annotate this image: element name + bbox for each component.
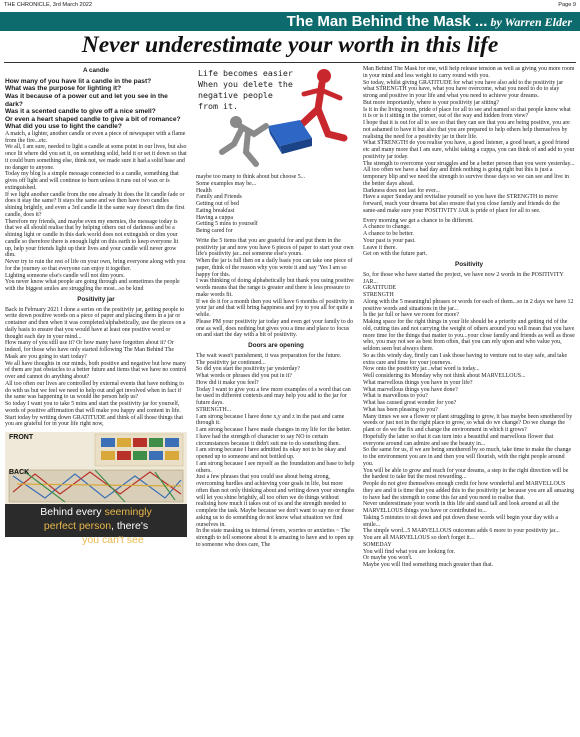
- section-banner: [0, 12, 580, 31]
- paragraph: So, for those who have started the project, we have now 2 words in the POSITIVITY JAR...: [363, 271, 564, 285]
- paragraph: When the jar is full then on a daily basis you can take one piece of paper, think of the reason why you wrote it and say 'Yes I am so happy for this.: [196, 258, 353, 278]
- paragraph: A chance to be better.: [363, 231, 414, 237]
- paragraph: Start today by writing down GRATITUDE and think of all those things that you are grateful for in your life right now,: [5, 414, 184, 428]
- paragraph: How did it make you feel?: [196, 379, 259, 386]
- positivity-jar-continued: [196, 238, 356, 339]
- paragraph: maybe too many to think about but choose 5...: [196, 174, 306, 180]
- caption-part: , there's: [111, 520, 149, 533]
- paragraph: How many of you have lit a candle in the past?: [5, 77, 152, 85]
- paragraph: The wait wasn't punishment, it was preparation for the future.: [196, 352, 342, 359]
- paragraph: Get on with the future part.: [363, 251, 428, 258]
- column-right: [363, 66, 575, 734]
- paragraph: Was it because of a power cut and let you see in the dark?: [5, 92, 168, 108]
- front-label: FRONT: [9, 434, 34, 442]
- quote-line: Life becomes easier: [198, 68, 293, 78]
- paragraph: Taking 5 minutes to sit down and put down these words will begin your day with a smile...: [363, 514, 558, 528]
- column-middle: [196, 64, 356, 732]
- paragraph: What STRENGTH do you realise you have, a good listener, a good heart, a good friend etc and many more that I am sure, whilst taking a cuppa, you can think of and add to your positivity jar today.: [363, 140, 575, 160]
- quote-line: negative people from it.: [198, 90, 273, 111]
- headline-divider: [4, 62, 576, 63]
- banner-byline: by Warren Elder: [487, 15, 572, 29]
- paragraph: Health: [196, 187, 212, 194]
- quote-image: [196, 64, 356, 170]
- paragraph: STRENGTH: [363, 292, 394, 298]
- paragraph: I hope that it is out for all to see so that they can see that you are being positive, you are not ashamed to have it but also that you are prepared to help others help themselves by realising the need for a positivity jar in their life.: [363, 120, 570, 140]
- quote-line: When you delete the: [198, 79, 293, 89]
- paragraph: Your past is your past.: [363, 237, 416, 244]
- paragraph: You will be able to grow and reach for your dreams, a step in the right direction will be the hardest to take but the most rewarding...: [363, 467, 569, 481]
- paragraph: We all, I am sure, needed to light a candle at some point in our lives, but also once lit where did you set it, on something solid, held it or set it down so that it could burn something else, think not, we made sure it had a solid base and no danger to anyone.: [5, 144, 187, 171]
- paragraph: Being cared for: [196, 228, 233, 234]
- paragraph: I was thinking of doing alphabetically but thank you using positive words means that the range is greater and there is less pressure to make words fit.: [196, 278, 354, 298]
- paragraph: Darkness does not last for ever...: [363, 187, 440, 194]
- paragraph: What has caused great wonder for you?: [363, 400, 457, 406]
- paragraph: Never underestimate your worth in this life and stand tall and look around at all the MARVELLOUS things you have or contributed to...: [363, 501, 560, 514]
- paragraph: Or even a heart shaped candle to give a bit of romance?: [5, 115, 181, 123]
- paragraph: So today, whilst giving GRATITUDE for what you have also add to the positivity jar what STRENGTH you have, what you have overcome, what you need to do to stay strong and positive in your life and what you need to achieve your dreams.: [363, 79, 564, 99]
- paragraph: STRENGTH...: [196, 406, 232, 413]
- caption-highlight: perfect person: [43, 520, 112, 533]
- strength-body: [363, 66, 575, 215]
- paragraph: Every morning we get a chance to be different.: [363, 217, 474, 224]
- column-left: [5, 64, 187, 732]
- quote-text: [198, 68, 294, 112]
- paragraph: Now onto the positivity jar...what word is today...: [363, 366, 480, 373]
- paragraph: Therefore my friends, and maybe even my enemies, the message today is that we all should realise that by helping others out of darkness and be a shining light or candle in this dark world does not extinguish or dim your candle so therefore there is enough light on this earth to keep everyone lit up, help your friends light up their lives and your candle will never grow dim.: [5, 218, 179, 259]
- paragraph: Hopefully the latter so that it can turn into a beautiful and marvellous flower that everyone around can admire and see the beauty in...: [363, 433, 554, 447]
- paragraph: Family and Friends: [196, 194, 242, 201]
- paragraph: Please PM your positivity jar today and even get your family to do one as well, does nothing but gives you a time and place to focus on and start the day with a bit of positivity.: [196, 318, 354, 339]
- paragraph: A match, a lighter, another candle or even a piece of newspaper with a flame from the fire...etc.: [5, 130, 186, 144]
- marvellous-body: [363, 272, 575, 569]
- embroidery-illustration: [5, 432, 187, 504]
- caption-part: Behind every: [40, 506, 105, 519]
- embroidery-photo: [5, 432, 187, 504]
- paragraph: Never try to ruin the rest of life on your own, bring everyone along with you for the journey so that everyone can enjoy it together.: [5, 259, 186, 272]
- paragraph: I am strong because I have made changes in my life for the better.: [196, 427, 352, 433]
- paragraph: What was the purpose for lighting it?: [5, 85, 122, 93]
- paragraph: The positivity jar continued...: [196, 359, 266, 366]
- caption-highlight: seemingly: [104, 506, 152, 519]
- image-caption: [5, 505, 187, 547]
- paragraph: Well considering its Monday why not think about MARVELLOUS...: [363, 373, 526, 379]
- paragraph: What marvellous things you have done?: [363, 386, 458, 393]
- paragraph: Have a super Sunday and revitalise yourself so you have the STRENGTH to move forward, reach your dreams but also ensure that you close family and friends do the same-and make sure your POSITIVITY JAR is pride of place for all to see.: [363, 194, 560, 214]
- subheading-positivity: Positivity: [455, 261, 483, 268]
- publication-date: THE CHRONICLE, 3rd March 2022: [4, 2, 92, 8]
- paragraph: If we light another candle from the one already lit does the lit candle fade or does it stay the same? It stays the same and we then have two candles shining brightly, and even a 3rd candle lit the same way doesn't dim the first candle, does it?: [5, 191, 185, 218]
- front-back-image: [5, 432, 187, 547]
- paragraph: I have had the strength of character to say NO to certain circumstances because it didn't suit me to do something then.: [196, 433, 341, 447]
- article-headline: Never underestimate your worth in this life: [81, 32, 499, 58]
- paragraph: Is it in the living room, pride of place for all to see and named so that people know what it is or is it sitting in the corner, out of the way and hidden from view?: [363, 106, 571, 120]
- paragraph: Write the 5 items that you are grateful for and put them in the positivity jar and now you have 6 pieces of paper to start your own life's positivity jar...not someone else's yours.: [196, 237, 354, 258]
- paragraph: In the state masking us internal fevers, worries or anxieties ~ The strength to tell someone about it is amazing to have and to open up to someone who does care, The: [196, 528, 354, 548]
- paragraph: I am strong because I see myself as the foundation and base to help others.: [196, 460, 355, 474]
- paragraph: So the same for us, if we are being smothered by so much, take time to make the change to the environment you are in and then you will flourish, with the right people around you.: [363, 447, 572, 467]
- paragraph: Just a few phrases that you could use about being strong, overcoming hurdles and achieving your goals in life, but more often than not only thinking about and writing down your strengths will let you shine brightly, all too often we do things without realising how much it takes out of us and the strength needed to complete the task. Maybe because we don't want to say no or those asking us to do something do not know what situation we find ourselves in.: [196, 474, 355, 528]
- paragraph: What is marvellous to you?: [363, 393, 428, 400]
- paragraph: Today I want to give you a few more examples of a word that can be used in different contexts and may help you add to the jar for future days.: [196, 386, 351, 406]
- paragraph: I am strong because I have done x,y and z in the past and came through it.: [196, 413, 345, 427]
- paragraph: What words or phrases did you put in it?: [196, 373, 292, 379]
- paragraph: All too often our lives are controlled by external events that have nothing to do with us but we feel we need to help out and get involved when in fact if the same was happening to us would the person help us?: [5, 380, 184, 401]
- paragraph: The strength to overcome your struggles and be a better person than you were yesterday...: [363, 160, 575, 167]
- positivity-jar-body: [5, 307, 187, 429]
- caption-part: a mess: [45, 534, 83, 547]
- paragraph: We all have thoughts in our minds, both positive and negative but how many of them are just obstacles to a better future and items that we have no control over and cannot do anything about?: [5, 360, 187, 381]
- paragraph: Or maybe you won't.: [363, 555, 413, 562]
- paragraph: Back in February 2021 I done a series on the positivity jar, getting people to write down positive words on a piece of paper and placing them in a jar or container and then when it was completed/alphabetically, use the pieces on a daily basis to ensure that you would have at least one positive word or thought each day in your mind...: [5, 306, 186, 340]
- morning-chance-lines: [363, 218, 575, 259]
- paragraph: I am strong because I have admitted its okay not to be okay and opened up to someone and not bottled up.: [196, 447, 347, 460]
- page-number: Page 9: [558, 2, 576, 8]
- banner-title: The Man Behind the Mask ...: [286, 13, 488, 30]
- paragraph: Many times we see a flower or plant struggling to grow, it has maybe been smothered by weeds or just not in the right place to grow, so what do we change? Do we change the plant or do we the fix and change the environment in which it grows?: [363, 413, 573, 433]
- caption-highlight: you can't see: [82, 534, 144, 547]
- paragraph: SOMEDAY: [363, 541, 392, 548]
- gratitude-examples-list: [196, 188, 356, 235]
- positivity-examples-intro: [196, 174, 356, 188]
- paragraph: Lighting someone else's candle will not dim yours.: [5, 272, 125, 279]
- paragraph: The simple word...5 MARVELLOUS outcomes adds 6 more to your positivity jar...: [363, 528, 560, 535]
- paragraph: Today my blog is a simple message connected to a candle, something that gives off light and will continue to burn unless it runs out of wax or is extinguished.: [5, 171, 179, 191]
- paragraph: What marvellous things you have in your life?: [363, 379, 473, 386]
- paragraph: If we do it for a month then you will have 6 months of positivity in your jar and that will bring happiness and joy to you all for quite a while.: [196, 298, 354, 318]
- subheading-positivity-jar: Positivity jar: [77, 295, 115, 303]
- doors-opening-body: [196, 353, 356, 549]
- paragraph: People do not give themselves enough credit for how wonderful and MARVELLOUS they are and it is time that you added this to the positivity jar because you are all amazing to have had the strength to come this far and you need to realise that.: [363, 481, 575, 501]
- paragraph: So today I want you to take 5 mins and start the positivity jar for yourself, words of positive affirmation that will make you happy and content in life.: [5, 401, 181, 414]
- paragraph: Getting out of bed: [196, 201, 240, 207]
- paragraph: GRATITUDE: [363, 285, 397, 292]
- candle-questions: [5, 78, 187, 131]
- paragraph: Was it a scented candle to give off a nice smell?: [5, 108, 156, 116]
- paragraph: You will find what you are looking for.: [363, 548, 456, 555]
- paragraph: All too often we have a bad day and think nothing is going right but this is just a temporary blip and we need the strength to survive those days so we can see and live in the better days ahead.: [363, 167, 569, 187]
- page-folio: [4, 2, 576, 12]
- paragraph: Along with the 5 meaningful phrases or words for each of them...so in 2 days we have 12 positive words and situations in the jar...: [363, 298, 574, 312]
- paragraph: So did you start the positivity jar yesterday?: [196, 366, 300, 373]
- paragraph: How many of you still use it? Or how many have forgotten about it? Or indeed, for those who have only started following The Man Behind The Mask are you going to start today?: [5, 340, 174, 360]
- subheading-doors: Doors are opening: [248, 342, 304, 349]
- caption-part: .: [143, 534, 147, 547]
- paragraph: What has been pleasing to you?: [363, 406, 438, 413]
- paragraph: So as this windy day, firstly can I ask those having to venture out to stay safe, and take extra care and time for your journeys.: [363, 352, 568, 366]
- paragraph: Eating breakfast: [196, 207, 235, 214]
- paragraph: Having a cuppa: [196, 214, 233, 221]
- subheading-candle: A candle: [82, 67, 109, 74]
- paragraph: A chance to change.: [363, 224, 411, 231]
- paragraph: You are all MARVELLOUS so don't forget it...: [363, 535, 475, 541]
- paragraph: But more importantly, where is your positivity jar sitting?: [363, 99, 499, 106]
- paragraph: Is the jar full or have we room for more?: [363, 312, 460, 319]
- paragraph: Making space for the right things in your life should be a priority and getting rid of the old, cutting ties and not carrying the weight of others around you will mean that you have more time for the things that matter to you...your close family and friends as well as those who, you may not see as best from often, that you can rely upon and who value you, seldom seen but always there.: [363, 319, 575, 352]
- paragraph: Getting 5 mins to yourself: [196, 221, 258, 228]
- paragraph: Maybe you will find something much greater than that.: [363, 562, 494, 568]
- back-label: BACK: [9, 469, 30, 477]
- paragraph: Some examples may be...: [196, 180, 257, 187]
- paragraph: Man Behind The Mask for one, will help release tension as well as giving you more room in your mind and less weight to carry round with you.: [363, 66, 575, 79]
- candle-body: [5, 131, 187, 293]
- paragraph: What did you use to light the candle?: [5, 123, 122, 131]
- paragraph: Leave it there.: [363, 244, 397, 251]
- paragraph: You never know what people are going through and sometimes the people with the biggest smiles are struggling the most...so be kind: [5, 279, 180, 293]
